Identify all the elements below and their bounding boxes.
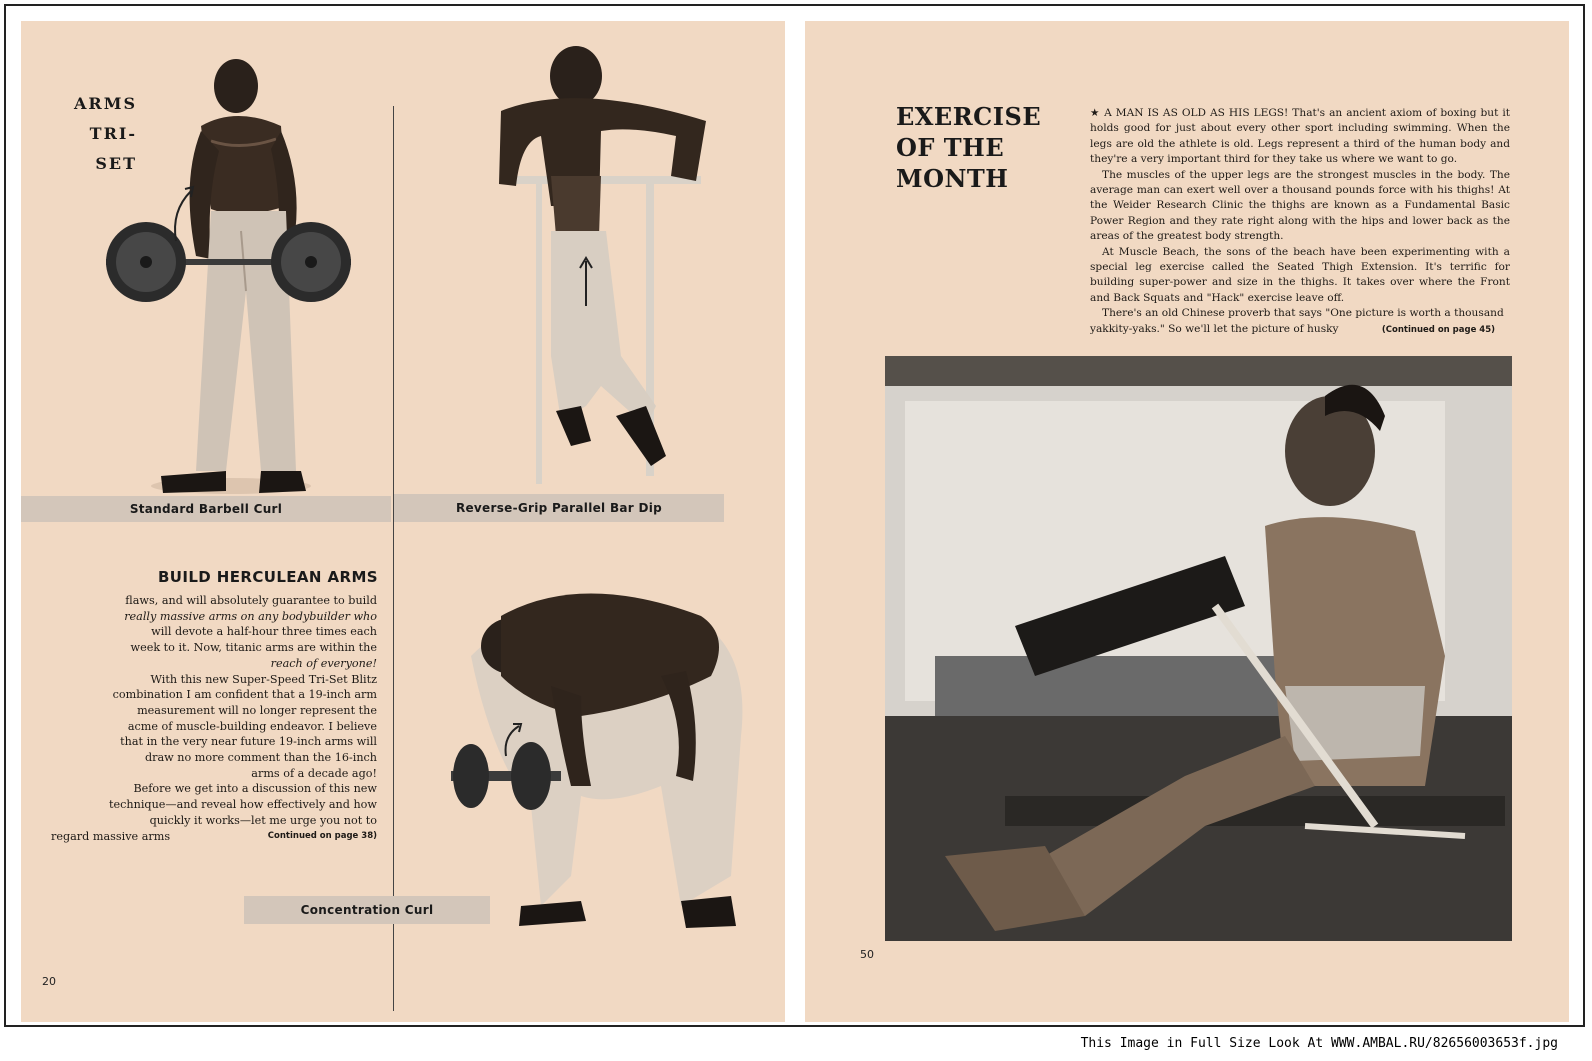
paragraph: The muscles of the upper legs are the strongest muscles in the body. The average man can exert well over a thousand pounds force with his thighs! At the Weider Research Clinic the thighs are known as a Fundamental Basic Power Region and they rate right along with the hips and lower back as the areas of the greatest body strength. <box>1090 168 1510 243</box>
heading-line-3: SET <box>95 154 137 173</box>
heading-line-1: EXERCISE <box>896 102 1042 131</box>
parallel-bar-dip-caption: Reverse-Grip Parallel Bar Dip <box>394 494 724 522</box>
left-magazine-page <box>21 21 785 1022</box>
body-line: will devote a half-hour three times each <box>151 625 377 639</box>
body-line-last <box>51 829 377 845</box>
left-page-number: 20 <box>42 975 56 988</box>
body-line: that in the very near future 19-inch arms will <box>120 735 377 749</box>
body-line: week to it. Now, titanic arms are within the <box>130 641 377 655</box>
continued-note: (Continued on page 45) <box>1381 324 1496 335</box>
body-line: draw no more comment than the 16-inch <box>144 751 377 765</box>
body-line: really massive arms on any bodybuilder who <box>124 609 377 623</box>
body-line: regard massive arms <box>51 829 171 843</box>
vertical-divider <box>393 106 394 1011</box>
watermark-footer: This Image in Full Size Look At WWW.AMBAL.RU/82656003653f.jpg <box>1080 1036 1558 1051</box>
exercise-of-the-month-heading <box>896 101 1041 194</box>
continued-note: Continued on page 38) <box>267 830 377 841</box>
right-magazine-page <box>805 21 1569 1022</box>
heading-line-2: OF THE <box>896 133 1005 162</box>
body-line: Before we get into a discussion of this new <box>133 782 377 796</box>
body-line: flaws, and will absolutely guarantee to build <box>125 594 377 607</box>
concentration-curl-photo <box>431 576 761 946</box>
body-line: acme of muscle-building endeavor. I believe <box>127 719 377 733</box>
paragraph-last <box>1090 306 1510 338</box>
body-line: arms of a decade ago! <box>251 766 377 780</box>
body-line: measurement will no longer represent the <box>137 703 377 717</box>
article-body <box>51 593 377 844</box>
body-line: technique—and reveal how effectively and how <box>109 798 377 812</box>
body-line: combination I am confident that a 19-inch arm <box>112 688 377 702</box>
body-line: reach of everyone! <box>270 656 377 670</box>
barbell-curl-photo <box>101 31 361 501</box>
article-title: BUILD HERCULEAN ARMS <box>157 568 378 586</box>
body-line: With this new Super-Speed Tri-Set Blitz <box>150 672 377 686</box>
paragraph: There's an old Chinese proverb that says "One picture is worth a thousand yakkity-yaks." So we'll let the picture of husky <box>1090 307 1504 335</box>
heading-line-2: TRI- <box>89 124 137 143</box>
heading-line-3: MONTH <box>896 164 1009 193</box>
parallel-bar-dip-photo <box>481 26 721 496</box>
barbell-curl-caption: Standard Barbell Curl <box>21 496 391 522</box>
right-page-number: 50 <box>860 948 874 961</box>
paragraph: At Muscle Beach, the sons of the beach have been experimenting with a special leg exercise called the Seated Thigh Extension. It's terrific for building super-power and size in the thighs. It takes over where the Front and Back Squats and "Hack" exercise leave off. <box>1090 245 1510 304</box>
body-line: quickly it works—let me urge you not to <box>149 813 377 827</box>
paragraph: ★ A MAN IS AS OLD AS HIS LEGS! That's an ancient axiom of boxing but it holds good for just about every other sport including swimming. When the legs are old the athlete is old. Legs represent a third of the human body and they're a very important third for they take us where we want to go. <box>1090 107 1510 166</box>
concentration-curl-caption: Concentration Curl <box>244 896 490 924</box>
article-body <box>1090 106 1510 338</box>
heading-line-1: ARMS <box>74 94 137 113</box>
seated-thigh-extension-photo <box>885 356 1512 941</box>
